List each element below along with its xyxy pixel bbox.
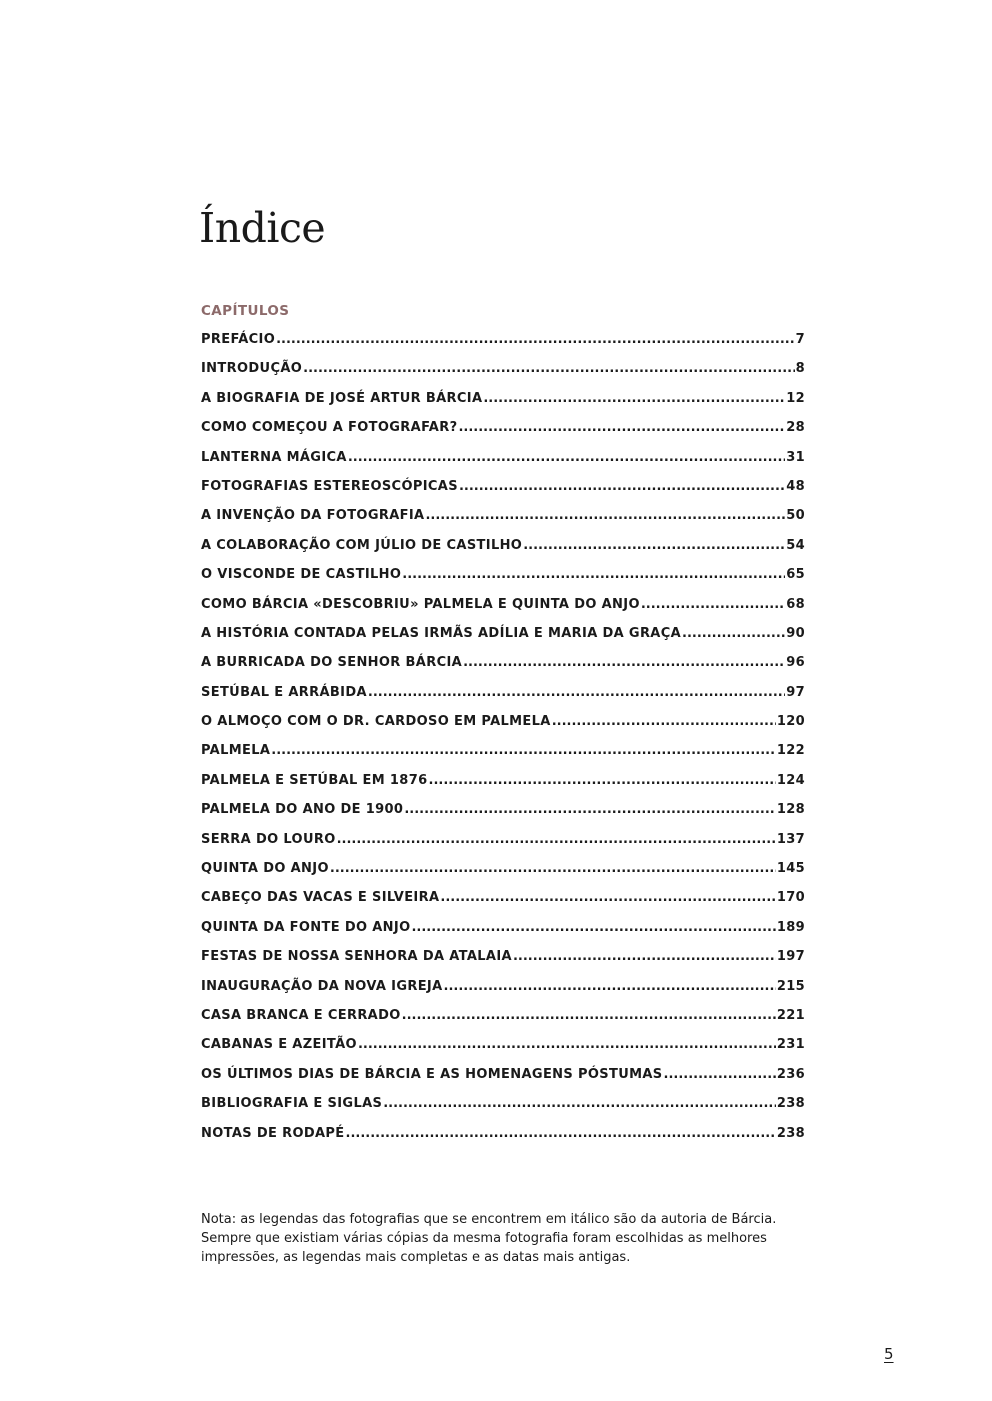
toc-entry-title: QUINTA DO ANJO: [201, 861, 329, 877]
toc-entry-page: 238: [776, 1125, 805, 1141]
toc-entry[interactable]: [201, 330, 805, 359]
dot-leader: [440, 888, 775, 908]
toc-entry[interactable]: [201, 771, 805, 800]
toc-entry-title: SERRA DO LOURO: [201, 831, 336, 847]
dot-leader: [425, 506, 785, 526]
toc-entry-page: 231: [776, 1037, 805, 1053]
toc-entry-title: QUINTA DA FONTE DO ANJO: [201, 919, 411, 935]
toc-entry-title: INAUGURAÇÃO DA NOVA IGREJA: [201, 978, 443, 994]
toc-entry-title: A COLABORAÇÃO COM JÚLIO DE CASTILHO: [201, 537, 523, 553]
section-label-chapters: CAPÍTULOS: [201, 303, 290, 319]
toc-entry[interactable]: [201, 653, 805, 682]
toc-entry-page: 31: [786, 449, 805, 465]
toc-entry-page: 215: [776, 978, 805, 994]
toc-entry-page: 189: [776, 919, 805, 935]
dot-leader: [368, 683, 785, 703]
toc-entry-title: O ALMOÇO COM O DR. CARDOSO EM PALMELA: [201, 714, 551, 730]
toc-entry-title: OS ÚLTIMOS DIAS DE BÁRCIA E AS HOMENAGENS PÓSTUMAS: [201, 1066, 663, 1082]
toc-entry-page: 90: [786, 625, 805, 641]
toc-entry[interactable]: [201, 1065, 805, 1094]
toc-entry[interactable]: [201, 1094, 805, 1123]
toc-entry-title: FESTAS DE NOSSA SENHORA DA ATALAIA: [201, 949, 512, 965]
footnote: [201, 1210, 821, 1267]
toc-entry-page: 124: [776, 772, 805, 788]
toc-entry[interactable]: [201, 477, 805, 506]
footnote-line: Sempre que existiam várias cópias da mesma fotografia foram escolhidas as melhores: [201, 1231, 767, 1246]
toc-entry-title: BIBLIOGRAFIA E SIGLAS: [201, 1096, 383, 1112]
toc-entry[interactable]: [201, 830, 805, 859]
toc-entry-page: 65: [786, 567, 805, 583]
toc-entry-title: A HISTÓRIA CONTADA PELAS IRMÃS ADÍLIA E MARIA DA GRAÇA: [201, 625, 682, 641]
toc-entry-title: SETÚBAL E ARRÁBIDA: [201, 684, 367, 700]
toc-entry[interactable]: [201, 565, 805, 594]
toc-entry[interactable]: [201, 888, 805, 917]
dot-leader: [402, 1006, 776, 1026]
toc-entry[interactable]: [201, 800, 805, 829]
page-number: 5: [884, 1345, 894, 1363]
toc-entry-title: A INVENÇÃO DA FOTOGRAFIA: [201, 508, 425, 524]
dot-leader: [358, 1035, 776, 1055]
toc-entry-title: LANTERNA MÁGICA: [201, 449, 347, 465]
table-of-contents: [201, 330, 805, 1153]
toc-entry[interactable]: [201, 418, 805, 447]
toc-entry-title: PALMELA E SETÚBAL EM 1876: [201, 772, 428, 788]
toc-entry[interactable]: [201, 741, 805, 770]
toc-entry[interactable]: [201, 712, 805, 741]
toc-entry[interactable]: [201, 1035, 805, 1064]
dot-leader: [513, 947, 776, 967]
toc-entry-page: 122: [776, 743, 805, 759]
toc-entry-page: 236: [776, 1066, 805, 1082]
dot-leader: [346, 1124, 776, 1144]
toc-entry-title: COMO COMEÇOU A FOTOGRAFAR?: [201, 420, 458, 436]
toc-entry-title: A BURRICADA DO SENHOR BÁRCIA: [201, 655, 463, 671]
dot-leader: [348, 448, 785, 468]
dot-leader: [383, 1094, 776, 1114]
toc-entry-title: FOTOGRAFIAS ESTEREOSCÓPICAS: [201, 478, 458, 494]
toc-entry[interactable]: [201, 359, 805, 388]
toc-entry[interactable]: [201, 595, 805, 624]
toc-entry-page: 97: [786, 684, 805, 700]
toc-entry-page: 7: [795, 332, 805, 347]
toc-entry-title: PALMELA: [201, 743, 271, 759]
toc-entry-page: 197: [776, 949, 805, 965]
dot-leader: [552, 712, 776, 732]
toc-entry-page: 221: [776, 1007, 805, 1023]
toc-entry-page: 54: [786, 537, 805, 553]
toc-entry[interactable]: [201, 624, 805, 653]
toc-entry[interactable]: [201, 977, 805, 1006]
dot-leader: [303, 359, 794, 379]
dot-leader: [330, 859, 776, 879]
toc-entry[interactable]: [201, 536, 805, 565]
dot-leader: [483, 389, 785, 409]
toc-entry-page: 28: [786, 420, 805, 436]
toc-entry[interactable]: [201, 683, 805, 712]
dot-leader: [664, 1065, 776, 1085]
toc-entry-page: 238: [776, 1096, 805, 1112]
dot-leader: [276, 330, 794, 350]
toc-entry-title: PREFÁCIO: [201, 332, 276, 347]
toc-entry[interactable]: [201, 1124, 805, 1153]
dot-leader: [459, 477, 785, 497]
toc-entry-title: O VISCONDE DE CASTILHO: [201, 567, 402, 583]
dot-leader: [411, 918, 775, 938]
toc-entry[interactable]: [201, 918, 805, 947]
toc-entry-page: 145: [776, 861, 805, 877]
toc-entry-page: 170: [776, 890, 805, 906]
toc-entry[interactable]: [201, 448, 805, 477]
toc-entry[interactable]: [201, 859, 805, 888]
toc-entry-title: A BIOGRAFIA DE JOSÉ ARTUR BÁRCIA: [201, 390, 483, 406]
toc-entry-page: 96: [786, 655, 805, 671]
toc-entry-title: NOTAS DE RODAPÉ: [201, 1125, 345, 1141]
dot-leader: [682, 624, 785, 644]
toc-entry-page: 128: [776, 802, 805, 818]
toc-entry-page: 120: [776, 714, 805, 730]
dot-leader: [271, 741, 776, 761]
dot-leader: [429, 771, 776, 791]
footnote-line: impressões, as legendas mais completas e as datas mais antigas.: [201, 1250, 631, 1265]
toc-entry-title: CASA BRANCA E CERRADO: [201, 1007, 401, 1023]
page-title: Índice: [199, 204, 326, 252]
toc-entry-title: PALMELA DO ANO DE 1900: [201, 802, 404, 818]
toc-entry-title: CABEÇO DAS VACAS E SILVEIRA: [201, 890, 440, 906]
toc-entry[interactable]: [201, 389, 805, 418]
dot-leader: [337, 830, 776, 850]
toc-entry-page: 68: [786, 596, 805, 612]
toc-entry-title: INTRODUÇÃO: [201, 361, 303, 377]
toc-entry-page: 12: [786, 390, 805, 406]
toc-entry-title: COMO BÁRCIA «DESCOBRIU» PALMELA E QUINTA DO ANJO: [201, 596, 640, 612]
dot-leader: [402, 565, 785, 585]
toc-entry-page: 48: [786, 478, 805, 494]
footnote-line: Nota: as legendas das fotografias que se encontrem em itálico são da autoria de Bárcia.: [201, 1212, 777, 1227]
dot-leader: [444, 977, 776, 997]
toc-entry[interactable]: [201, 947, 805, 976]
dot-leader: [458, 418, 785, 438]
toc-entry-page: 50: [786, 508, 805, 524]
toc-entry[interactable]: [201, 1006, 805, 1035]
dot-leader: [641, 595, 785, 615]
toc-entry-page: 8: [795, 361, 805, 377]
dot-leader: [523, 536, 785, 556]
dot-leader: [463, 653, 785, 673]
dot-leader: [404, 800, 775, 820]
toc-entry[interactable]: [201, 506, 805, 535]
toc-entry-title: CABANAS E AZEITÃO: [201, 1037, 357, 1053]
toc-entry-page: 137: [776, 831, 805, 847]
